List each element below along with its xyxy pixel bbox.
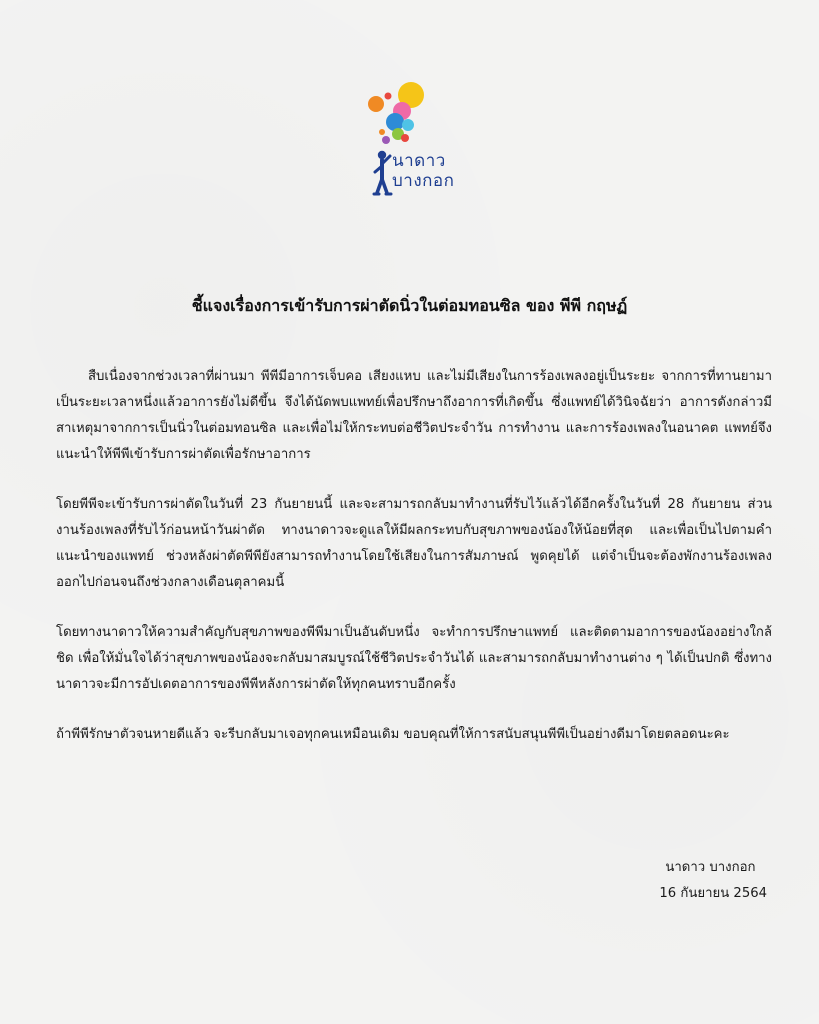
logo-bubble-blue <box>386 113 404 131</box>
logo-bubble-orange-small <box>379 129 385 135</box>
document-title: ชี้แจงเรื่องการเข้ารับการผ่าตัดนิ่วในต่อมทอนซิล ของ พีพี กฤษฏ์ <box>191 296 628 315</box>
document-body <box>56 364 772 772</box>
logo-bubble-red <box>401 134 409 142</box>
paragraph-2: โดยพีพีจะเข้ารับการผ่าตัดในวันที่ 23 กันยายนนี้ และจะสามารถกลับมาทำงานที่รับไว้แล้วได้อีกครั้งในวันที่ 28 กันยายน ส่วนงานร้องเพลงที่รับไว้ก่อนหน้าวันผ่าตัด ทางนาดาวจะดูแลให้มีผลกระทบกับสุขภาพของน้องให้น้อยที่สุด และเพื่อเป็นไปตามคำแนะนำของแพทย์ ช่วงหลังผ่าตัดพีพียังสามารถทำงานโดยใช้เสียงในการสัมภาษณ์ พูดคุยได้ แต่จำเป็นจะต้องพักงานร้องเพลงออกไปก่อนจนถึงช่วงกลางเดือนตุลาคมนี้ <box>56 497 772 590</box>
paragraph-1: สืบเนื่องจากช่วงเวลาที่ผ่านมา พีพีมีอาการเจ็บคอ เสียงแหบ และไม่มีเสียงในการร้องเพลงอยู่เป็นระยะ จากการที่ทานยามาเป็นระยะเวลาหนึ่งแล้วอาการยังไม่ดีขึ้น จึงได้นัดพบแพทย์เพื่อปรึกษาถึงอาการที่เกิดขึ้น ซึ่งแพทย์ได้วินิจฉัยว่า อาการดังกล่าวมีสาเหตุมาจากการเป็นนิ่วในต่อมทอนซิล และเพื่อไม่ให้กระทบต่อชีวิตประจำวัน การทำงาน และการร้องเพลงในอนาคต แพทย์จึงแนะนำให้พีพีเข้ารับการผ่าตัดเพื่อรักษาอาการ <box>56 369 772 462</box>
paragraph-4: ถ้าพีพีรักษาตัวจนหายดีแล้ว จะรีบกลับมาเจอทุกคนเหมือนเดิม ขอบคุณที่ให้การสนับสนุนพีพีเป็นอย่างดีมาโดยตลอดนะคะ <box>56 727 730 742</box>
logo-bubble-red-small <box>385 93 392 100</box>
paragraph-3: โดยทางนาดาวให้ความสำคัญกับสุขภาพของพีพีมาเป็นอันดับหนึ่ง จะทำการปรึกษาแพทย์ และติดตามอาการของน้องอย่างใกล้ชิด เพื่อให้มั่นใจได้ว่าสุขภาพของน้องจะกลับมาสมบูรณ์ใช้ชีวิตประจำวันได้ และสามารถกลับมาทำงานต่าง ๆ ได้เป็นปกติ ซึ่งทางนาดาวจะมีการอัปเดตอาการของพีพีหลังการผ่าตัดให้ทุกคนทราบอีกครั้ง <box>56 625 772 692</box>
signature-date: 16 กันยายน 2564 <box>659 886 767 901</box>
logo-bubble-orange <box>368 96 384 112</box>
logo-bubble-purple <box>382 136 390 144</box>
logo-child-figure <box>374 151 391 194</box>
logo-wordmark-line2: บางกอก <box>392 171 455 191</box>
logo-wordmark-line1: นาดาว <box>392 151 446 171</box>
logo-wordmark <box>392 151 454 191</box>
signature-block <box>659 855 767 907</box>
logo-bubble-cyan <box>402 119 414 131</box>
signature-org: นาดาว บางกอก <box>665 860 756 875</box>
